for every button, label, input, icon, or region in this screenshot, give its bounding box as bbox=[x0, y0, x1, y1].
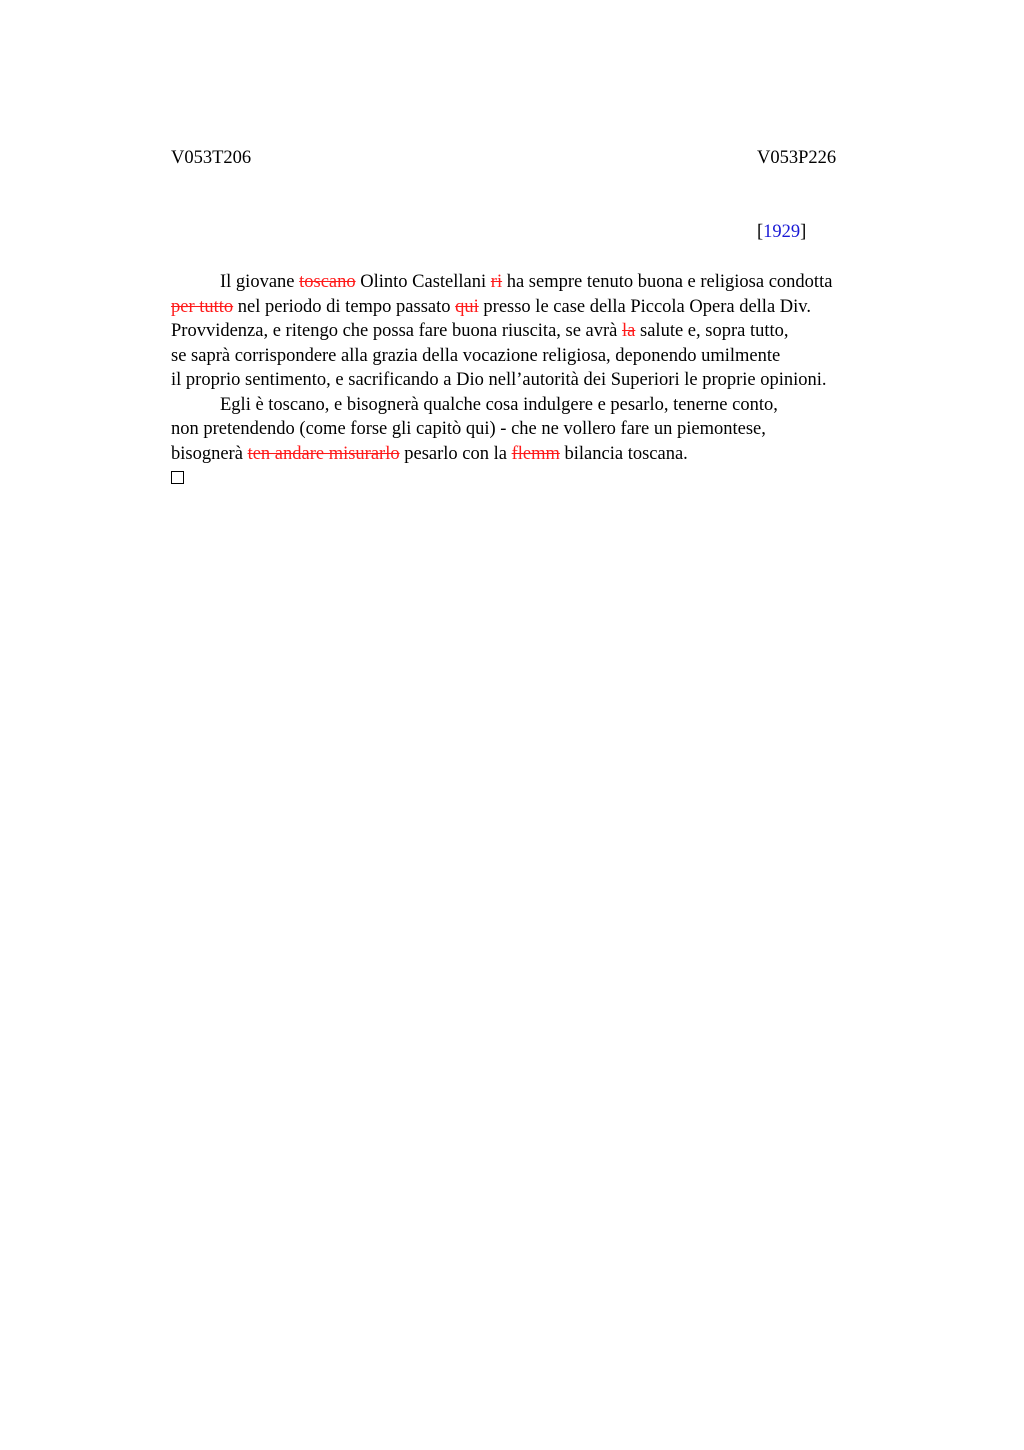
deleted-text: flemm bbox=[511, 443, 560, 464]
text-segment: nel periodo di tempo passato bbox=[233, 296, 456, 317]
text-line-7: non pretendendo (come forse gli capitò qui) - che ne vollero fare un piemontese, bbox=[171, 419, 766, 439]
deleted-text: la bbox=[622, 321, 636, 341]
letter-body bbox=[171, 270, 931, 491]
deleted-text: per tutto bbox=[171, 296, 234, 317]
text-line-6: Egli è toscano, e bisognerà qualche cosa indulgere e pesarlo, tenerne conto, bbox=[220, 394, 778, 415]
text-segment: salute e, sopra tutto, bbox=[635, 321, 789, 341]
text-line-5: il proprio sentimento, e sacrificando a Dio nell’autorità dei Superiori le proprie opinioni. bbox=[171, 370, 827, 390]
text-line-8 bbox=[171, 442, 931, 467]
deleted-text: toscano bbox=[299, 272, 356, 292]
document-code-right: V053P226 bbox=[757, 148, 837, 168]
deleted-text: qui bbox=[455, 296, 479, 317]
text-segment: bisognerà bbox=[171, 443, 248, 464]
date-year: 1929 bbox=[763, 222, 801, 242]
text-line-3 bbox=[171, 319, 931, 344]
deleted-text: ri bbox=[490, 272, 503, 292]
text-segment: ha sempre tenuto buona e religiosa condotta bbox=[502, 272, 833, 292]
text-segment: bilancia toscana. bbox=[559, 443, 688, 464]
text-segment: pesarlo con la bbox=[399, 443, 512, 464]
date-open-bracket: [ bbox=[757, 222, 764, 242]
date-close-bracket: ] bbox=[800, 222, 807, 242]
text-segment: Provvidenza, e ritengo che possa fare buona riuscita, se avrà bbox=[171, 321, 623, 341]
text-segment: Olinto Castellani bbox=[355, 272, 491, 292]
text-line-4: se saprà corrispondere alla grazia della vocazione religiosa, deponendo umilmente bbox=[171, 345, 781, 366]
deleted-text: ten andare misurarlo bbox=[247, 443, 400, 464]
text-segment: Il giovane bbox=[220, 272, 300, 292]
text-segment: presso le case della Piccola Opera della Div. bbox=[478, 296, 811, 317]
date-line bbox=[757, 221, 806, 243]
text-line-1 bbox=[171, 270, 931, 295]
document-code-left: V053T206 bbox=[171, 148, 252, 168]
end-of-text-box-icon bbox=[171, 471, 184, 484]
text-line-2 bbox=[171, 295, 931, 320]
end-marker-line bbox=[171, 466, 931, 491]
